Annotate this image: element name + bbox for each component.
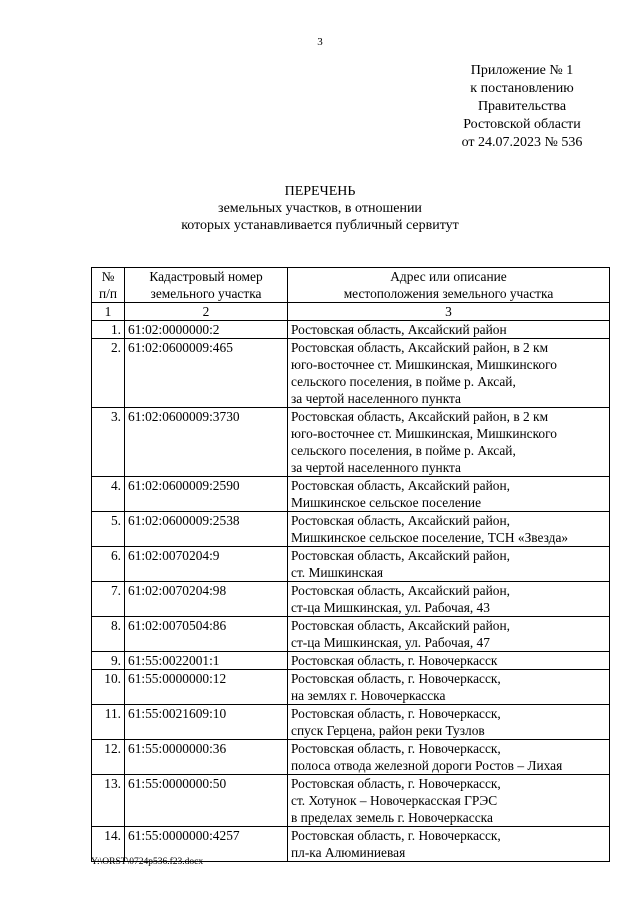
row-number: 5. xyxy=(92,512,125,547)
row-number: 10. xyxy=(92,670,125,705)
heading-subtitle-line: которых устанавливается публичный сервитут xyxy=(181,218,459,233)
address-line: Ростовская область, Аксайский район, в 2 км xyxy=(291,409,549,424)
appendix-line: от 24.07.2023 № 536 xyxy=(461,135,583,150)
address-line: Ростовская область, г. Новочеркасск, xyxy=(291,776,501,791)
table-header-row xyxy=(92,268,610,303)
address-line: полоса отвода железной дороги Ростов – Лихая xyxy=(291,758,563,773)
cadastral-number: 61:55:0000000:12 xyxy=(125,670,288,705)
address-line: ст-ца Мишкинская, ул. Рабочая, 47 xyxy=(291,635,490,650)
row-number: 8. xyxy=(92,617,125,652)
table-row xyxy=(92,321,610,339)
address-line: юго-восточнее ст. Мишкинская, Мишкинского xyxy=(291,357,557,372)
table-row xyxy=(92,617,610,652)
cadastral-number: 61:55:0000000:4257 xyxy=(125,827,288,862)
address-line: сельского поселения, в пойме р. Аксай, xyxy=(291,374,516,389)
table-row xyxy=(92,408,610,477)
address-line: Ростовская область, г. Новочеркасск, xyxy=(291,828,501,843)
cadastral-number: 61:02:0600009:2538 xyxy=(125,512,288,547)
row-number: 12. xyxy=(92,740,125,775)
address-line: Ростовская область, Аксайский район, xyxy=(291,513,510,528)
column-number-row xyxy=(92,303,610,321)
address-line: на землях г. Новочеркасска xyxy=(291,688,446,703)
table-row xyxy=(92,339,610,408)
table-row xyxy=(92,670,610,705)
address-line: Ростовская область, Аксайский район, в 2 км xyxy=(291,340,549,355)
header-cadastral: Кадастровый номер земельного участка xyxy=(125,268,288,303)
file-path-footer: Y:\ORST\0724p536.f23.docx xyxy=(91,857,204,867)
column-number: 3 xyxy=(288,303,610,321)
row-number: 14. xyxy=(92,827,125,862)
appendix-line: Приложение № 1 xyxy=(470,63,574,78)
table-row xyxy=(92,705,610,740)
cadastral-number: 61:55:0000000:36 xyxy=(125,740,288,775)
cadastral-number: 61:02:0000000:2 xyxy=(125,321,288,339)
address-line: Ростовская область, г. Новочеркасск, xyxy=(291,706,501,721)
address-line: Ростовская область, г. Новочеркасск, xyxy=(291,741,501,756)
address-line: за чертой населенного пункта xyxy=(291,391,461,406)
cadastral-number: 61:55:0022001:1 xyxy=(125,652,288,670)
heading-subtitle-line: земельных участков, в отношении xyxy=(218,201,422,216)
cadastral-number: 61:02:0070504:86 xyxy=(125,617,288,652)
address-cell xyxy=(288,670,610,705)
cadastral-number: 61:02:0070204:98 xyxy=(125,582,288,617)
address-cell xyxy=(288,827,610,862)
table-row xyxy=(92,582,610,617)
address-line: спуск Герцена, район реки Тузлов xyxy=(291,723,485,738)
table-body xyxy=(92,321,610,862)
row-number: 6. xyxy=(92,547,125,582)
address-cell xyxy=(288,617,610,652)
table-row xyxy=(92,740,610,775)
parcels-table xyxy=(91,267,610,862)
row-number: 1. xyxy=(92,321,125,339)
appendix-line: к постановлению xyxy=(470,81,574,96)
address-line: Ростовская область, г. Новочеркасск xyxy=(291,653,498,668)
address-line: Ростовская область, г. Новочеркасск, xyxy=(291,671,501,686)
column-number: 2 xyxy=(125,303,288,321)
heading-title: ПЕРЕЧЕНЬ xyxy=(284,184,356,199)
address-cell xyxy=(288,775,610,827)
row-number: 2. xyxy=(92,339,125,408)
address-cell xyxy=(288,477,610,512)
table-row xyxy=(92,775,610,827)
address-line: ст. Хотунок – Новочеркасская ГРЭС xyxy=(291,793,498,808)
address-line: ст-ца Мишкинская, ул. Рабочая, 43 xyxy=(291,600,490,615)
header-number: № п/п xyxy=(92,268,125,303)
address-cell xyxy=(288,339,610,408)
row-number: 7. xyxy=(92,582,125,617)
address-line: сельского поселения, в пойме р. Аксай, xyxy=(291,443,516,458)
address-line: пл-ка Алюминиевая xyxy=(291,845,406,860)
column-number: 1 xyxy=(92,303,125,321)
row-number: 13. xyxy=(92,775,125,827)
table-row xyxy=(92,652,610,670)
header-address: Адрес или описание местоположения земельного участка xyxy=(288,268,610,303)
document-heading xyxy=(0,183,640,234)
address-cell xyxy=(288,740,610,775)
address-line: за чертой населенного пункта xyxy=(291,460,461,475)
address-cell xyxy=(288,408,610,477)
table-row xyxy=(92,477,610,512)
page-number: 3 xyxy=(317,36,323,48)
address-line: Мишкинское сельское поселение xyxy=(291,495,482,510)
row-number: 4. xyxy=(92,477,125,512)
appendix-line: Правительства xyxy=(477,99,567,114)
cadastral-number: 61:55:0000000:50 xyxy=(125,775,288,827)
row-number: 11. xyxy=(92,705,125,740)
address-line: в пределах земель г. Новочеркасска xyxy=(291,810,493,825)
address-cell xyxy=(288,582,610,617)
address-line: Ростовская область, Аксайский район xyxy=(291,322,507,337)
address-cell xyxy=(288,547,610,582)
appendix-line: Ростовской области xyxy=(463,117,581,132)
table-row xyxy=(92,512,610,547)
address-line: Ростовская область, Аксайский район, xyxy=(291,618,510,633)
cadastral-number: 61:02:0600009:465 xyxy=(125,339,288,408)
row-number: 9. xyxy=(92,652,125,670)
address-cell xyxy=(288,652,610,670)
address-cell xyxy=(288,512,610,547)
cadastral-number: 61:55:0021609:10 xyxy=(125,705,288,740)
address-line: Ростовская область, Аксайский район, xyxy=(291,583,510,598)
address-line: ст. Мишкинская xyxy=(291,565,384,580)
cadastral-number: 61:02:0070204:9 xyxy=(125,547,288,582)
appendix-block xyxy=(432,62,612,152)
row-number: 3. xyxy=(92,408,125,477)
address-line: Мишкинское сельское поселение, ТСН «Звезда» xyxy=(291,530,569,545)
table-row xyxy=(92,547,610,582)
cadastral-number: 61:02:0600009:3730 xyxy=(125,408,288,477)
address-line: юго-восточнее ст. Мишкинская, Мишкинского xyxy=(291,426,557,441)
address-line: Ростовская область, Аксайский район, xyxy=(291,478,510,493)
cadastral-number: 61:02:0600009:2590 xyxy=(125,477,288,512)
address-cell xyxy=(288,705,610,740)
address-cell xyxy=(288,321,610,339)
address-line: Ростовская область, Аксайский район, xyxy=(291,548,510,563)
